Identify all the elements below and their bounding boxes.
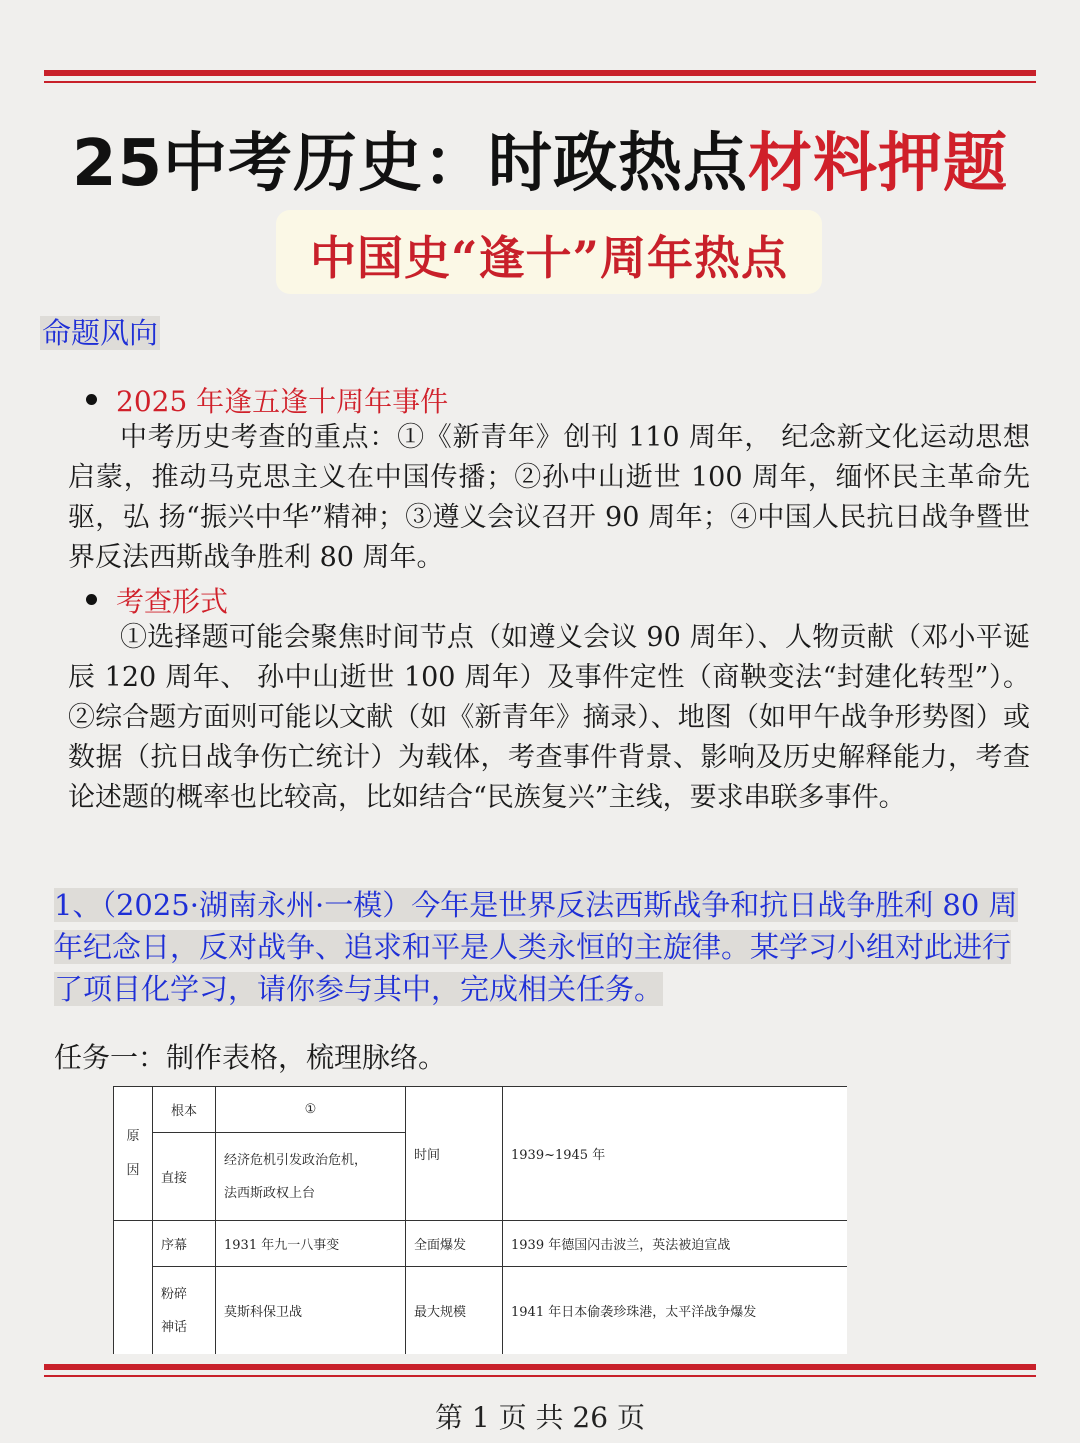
root-label: 根本 xyxy=(153,1087,216,1133)
prelude-value: 1931 年九一八事变 xyxy=(216,1221,406,1267)
paragraph-events: 中考历史考查的重点：①《新青年》创刊 110 周年， 纪念新文化运动思想启蒙，推动马克思主义在中国传播；②孙中山逝世 100 周年，缅怀民主革命先驱，弘 扬“振兴中华”精神；③遵义会议召开 90 周年；④中国人民抗日战争暨世界反法西斯战争胜利 80 周年。 xyxy=(68,422,1030,573)
root-value: ① xyxy=(216,1087,406,1133)
page-number: 第 1 页 共 26 页 xyxy=(435,1401,645,1434)
outbreak-label: 全面爆发 xyxy=(406,1221,503,1267)
time-label: 时间 xyxy=(406,1087,503,1221)
section-heading-text: 命题风向 xyxy=(42,316,159,350)
cause-label-1: 原 xyxy=(126,1128,140,1144)
section-heading xyxy=(40,311,160,352)
table-row xyxy=(114,1087,848,1133)
task-label: 任务一：制作表格，梳理脉络。 xyxy=(54,1041,447,1074)
myth-value: 莫斯科保卫战 xyxy=(216,1267,406,1355)
direct-value-line-1: 经济危机引发政治危机， xyxy=(224,1152,368,1168)
largest-value: 1941 年日本偷袭珍珠港，太平洋战争爆发 xyxy=(503,1267,848,1355)
table-row xyxy=(114,1221,848,1267)
myth-label-line-1: 粉碎 xyxy=(161,1286,188,1302)
largest-label: 最大规模 xyxy=(406,1267,503,1355)
direct-value xyxy=(216,1133,406,1221)
outbreak-value: 1939 年德国闪击波兰，英法被迫宣战 xyxy=(503,1221,848,1267)
bullet-events xyxy=(86,380,448,420)
direct-label: 直接 xyxy=(153,1133,216,1221)
bullet-format-label: 考查形式 xyxy=(116,585,229,618)
time-value: 1939~1945 年 xyxy=(503,1087,848,1221)
question-body: 1、（2025·湖南永州·一模）今年是世界反法西斯战争和抗日战争胜利 80 周年纪念日，反对战争、追求和平是人类永恒的主旋律。某学习小组对此进行了项目化学习，请你参与其中，完成相关任务。 xyxy=(54,888,1018,1006)
bullet-events-label: 2025 年逢五逢十周年事件 xyxy=(116,385,449,418)
top-divider xyxy=(44,70,1036,83)
history-table xyxy=(113,1086,847,1354)
myth-label xyxy=(153,1267,216,1355)
prelude-label: 序幕 xyxy=(153,1221,216,1267)
myth-label-line-2: 神话 xyxy=(161,1319,188,1335)
title-main: 25中考历史：时政热点 xyxy=(71,127,749,201)
question-text xyxy=(54,884,1024,1010)
blank-cell xyxy=(114,1221,153,1355)
page-title xyxy=(0,112,1080,204)
table-row xyxy=(114,1267,848,1355)
bullet-format xyxy=(86,580,228,620)
paragraph-format: ①选择题可能会聚焦时间节点（如遵义会议 90 周年）、人物贡献（邓小平诞辰 120 周年、 孙中山逝世 100 周年）及事件定性（商鞅变法“封建化转型”）。②综合题方面则可能以文献（如《新青年》摘录）、地图（如甲午战争形势图）或数据（抗日战争伤亡统计）为载体，考查事件背景、影响及历史解释能力，考查论述题的概率也比较高，比如结合“民族复兴”主线，要求串联多事件。 xyxy=(68,622,1030,813)
bottom-divider xyxy=(44,1364,1036,1377)
cause-cell xyxy=(114,1087,153,1221)
title-accent: 材料押题 xyxy=(748,127,1009,201)
subtitle: 中国史“逢十”周年热点 xyxy=(310,231,788,285)
cause-label-2: 因 xyxy=(126,1162,140,1178)
direct-value-line-2: 法西斯政权上台 xyxy=(224,1185,316,1201)
